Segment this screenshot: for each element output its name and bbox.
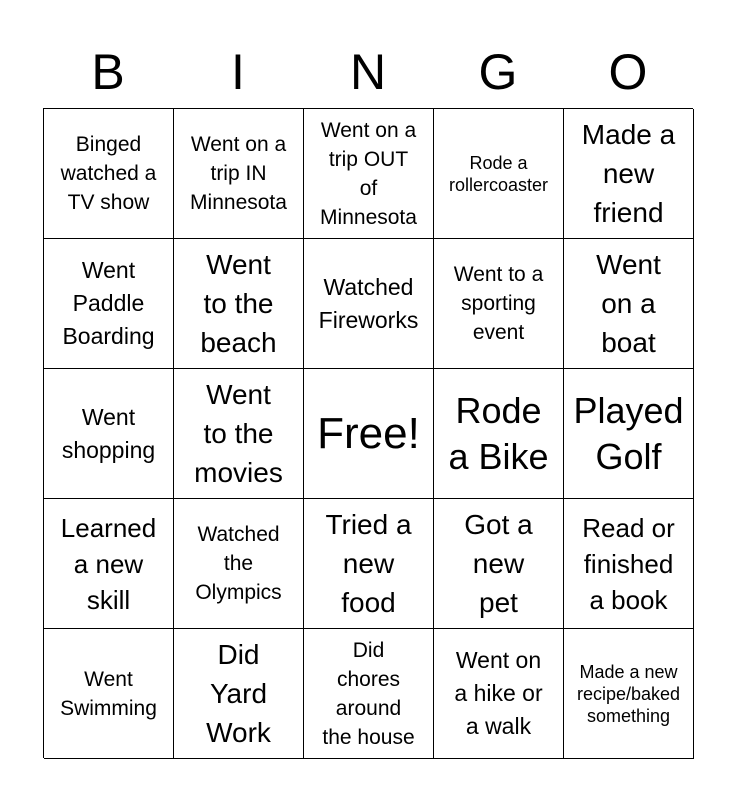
cell-text: Rode a Bike (448, 389, 549, 477)
cell-text: Played Golf (573, 389, 684, 477)
cell-text: Did Yard Work (206, 639, 271, 748)
cell-text: Learned a new skill (60, 512, 157, 615)
bingo-cell[interactable] (564, 369, 694, 499)
header-letter-n: N (349, 44, 387, 100)
bingo-cell[interactable] (434, 109, 564, 239)
cell-text: Went to the movies (194, 379, 283, 488)
bingo-grid (43, 108, 693, 758)
cell-text: Went Swimming (60, 667, 157, 720)
cell-text: Made a new friend (581, 119, 676, 228)
header-letter-g: G (478, 44, 518, 100)
cell-text: Went on a boat (596, 249, 661, 358)
cell-text: Tried a new food (325, 509, 412, 618)
cell-text: Went on a hike or a walk (454, 647, 543, 739)
bingo-cell[interactable] (304, 109, 434, 239)
header-letter-i: I (231, 44, 245, 100)
bingo-cell[interactable] (564, 109, 694, 239)
cell-text: Binged watched a TV show (60, 133, 157, 214)
bingo-cell[interactable] (304, 629, 434, 759)
bingo-cell[interactable] (44, 369, 174, 499)
cell-text: Did chores around the house (322, 638, 415, 749)
cell-text: Went on a trip IN Minnesota (190, 133, 287, 214)
header-letter-b: B (91, 44, 125, 100)
bingo-cell[interactable] (304, 499, 434, 629)
cell-text: Went Paddle Boarding (62, 257, 155, 349)
bingo-cell[interactable] (174, 109, 304, 239)
bingo-cell[interactable] (44, 109, 174, 239)
cell-text: Read or finished a book (582, 512, 675, 615)
bingo-cell[interactable] (434, 629, 564, 759)
cell-text: Went shopping (61, 403, 156, 463)
bingo-header (43, 36, 693, 108)
cell-text: Went on a trip OUT of Minnesota (320, 118, 417, 229)
bingo-cell[interactable] (44, 499, 174, 629)
bingo-cell[interactable] (564, 499, 694, 629)
bingo-cell[interactable] (304, 239, 434, 369)
bingo-cell[interactable] (174, 499, 304, 629)
header-letter-o: O (608, 44, 648, 100)
cell-text: Went to the beach (200, 249, 277, 358)
bingo-cell[interactable] (44, 629, 174, 759)
bingo-cell[interactable] (564, 239, 694, 369)
bingo-cell[interactable] (174, 239, 304, 369)
bingo-cell-free[interactable] (304, 369, 434, 499)
bingo-cell[interactable] (44, 239, 174, 369)
cell-text: Watched the Olympics (195, 523, 282, 604)
bingo-cell[interactable] (174, 369, 304, 499)
bingo-cell[interactable] (564, 629, 694, 759)
cell-text: Went to a sporting event (453, 263, 544, 344)
bingo-cell[interactable] (434, 499, 564, 629)
cell-text-free: Free! (317, 408, 420, 458)
cell-text: Made a new recipe/baked something (576, 661, 681, 726)
cell-text: Got a new pet (464, 509, 533, 618)
bingo-cell[interactable] (434, 239, 564, 369)
bingo-cell[interactable] (434, 369, 564, 499)
cell-text: Rode a rollercoaster (448, 152, 549, 195)
bingo-cell[interactable] (174, 629, 304, 759)
cell-text: Watched Fireworks (318, 273, 419, 333)
